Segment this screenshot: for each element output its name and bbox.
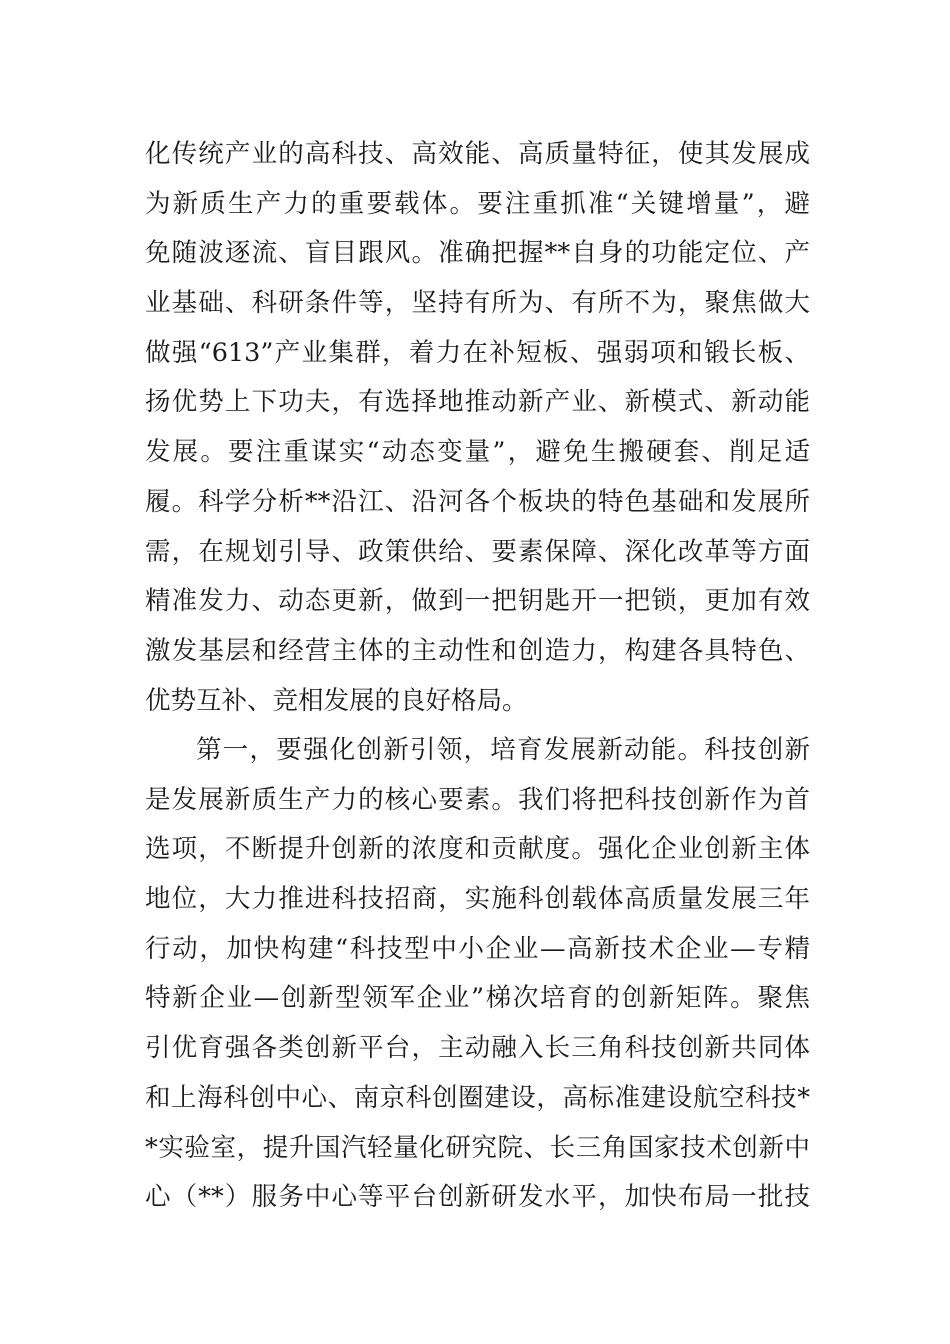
text-line: 需，在规划引导、政策供给、要素保障、深化改革等方面 — [145, 536, 810, 567]
paragraph-2 — [145, 726, 810, 1223]
text-line: 引优育强各类创新平台，主动融入长三角科技创新共同体 — [145, 1033, 810, 1064]
text-line: 是发展新质生产力的核心要素。我们将把科技创新作为首 — [145, 784, 810, 815]
text-line: 和上海科创中心、南京科创圈建设，高标准建设航空科技* — [145, 1082, 810, 1113]
text-line: 业基础、科研条件等，坚持有所为、有所不为，聚焦做大 — [145, 288, 810, 319]
text-line: 免随波逐流、盲目跟风。准确把握**自身的功能定位、产 — [145, 238, 810, 269]
text-line: 精准发力、动态更新，做到一把钥匙开一把锁，更加有效 — [145, 586, 810, 617]
text-line: 地位，大力推进科技招商，实施科创载体高质量发展三年 — [145, 884, 810, 915]
text-line: 心（**）服务中心等平台创新研发水平，加快布局一批技 — [145, 1182, 810, 1213]
text-line: 化传统产业的高科技、高效能、高质量特征，使其发展成 — [145, 139, 810, 169]
text-line: 行动，加快构建“科技型中小企业—高新技术企业—专精 — [145, 933, 810, 964]
text-line: 履。科学分析**沿江、沿河各个板块的特色基础和发展所 — [145, 486, 810, 517]
text-line: 激发基层和经营主体的主动性和创造力，构建各具特色、 — [145, 635, 810, 666]
paragraph-1 — [145, 130, 810, 726]
text-line: 优势互补、竞相发展的良好格局。 — [145, 685, 528, 716]
text-line: 发展。要注重谋实“动态变量”，避免生搬硬套、削足适 — [145, 437, 810, 468]
text-line: 选项，不断提升创新的浓度和贡献度。强化企业创新主体 — [145, 834, 810, 865]
text-line: *实验室，提升国汽轻量化研究院、长三角国家技术创新中 — [145, 1132, 810, 1163]
text-line: 做强“613”产业集群，着力在补短板、强弱项和锻长板、 — [145, 337, 810, 368]
text-line: 特新企业—创新型领军企业”梯次培育的创新矩阵。聚焦 — [145, 983, 810, 1014]
text-line: 扬优势上下功夫，有选择地推动新产业、新模式、新动能 — [145, 387, 810, 418]
text-line: 第一，要强化创新引领，培育发展新动能。科技创新 — [196, 735, 810, 765]
text-line: 为新质生产力的重要载体。要注重抓准“关键增量”，避 — [145, 188, 810, 219]
